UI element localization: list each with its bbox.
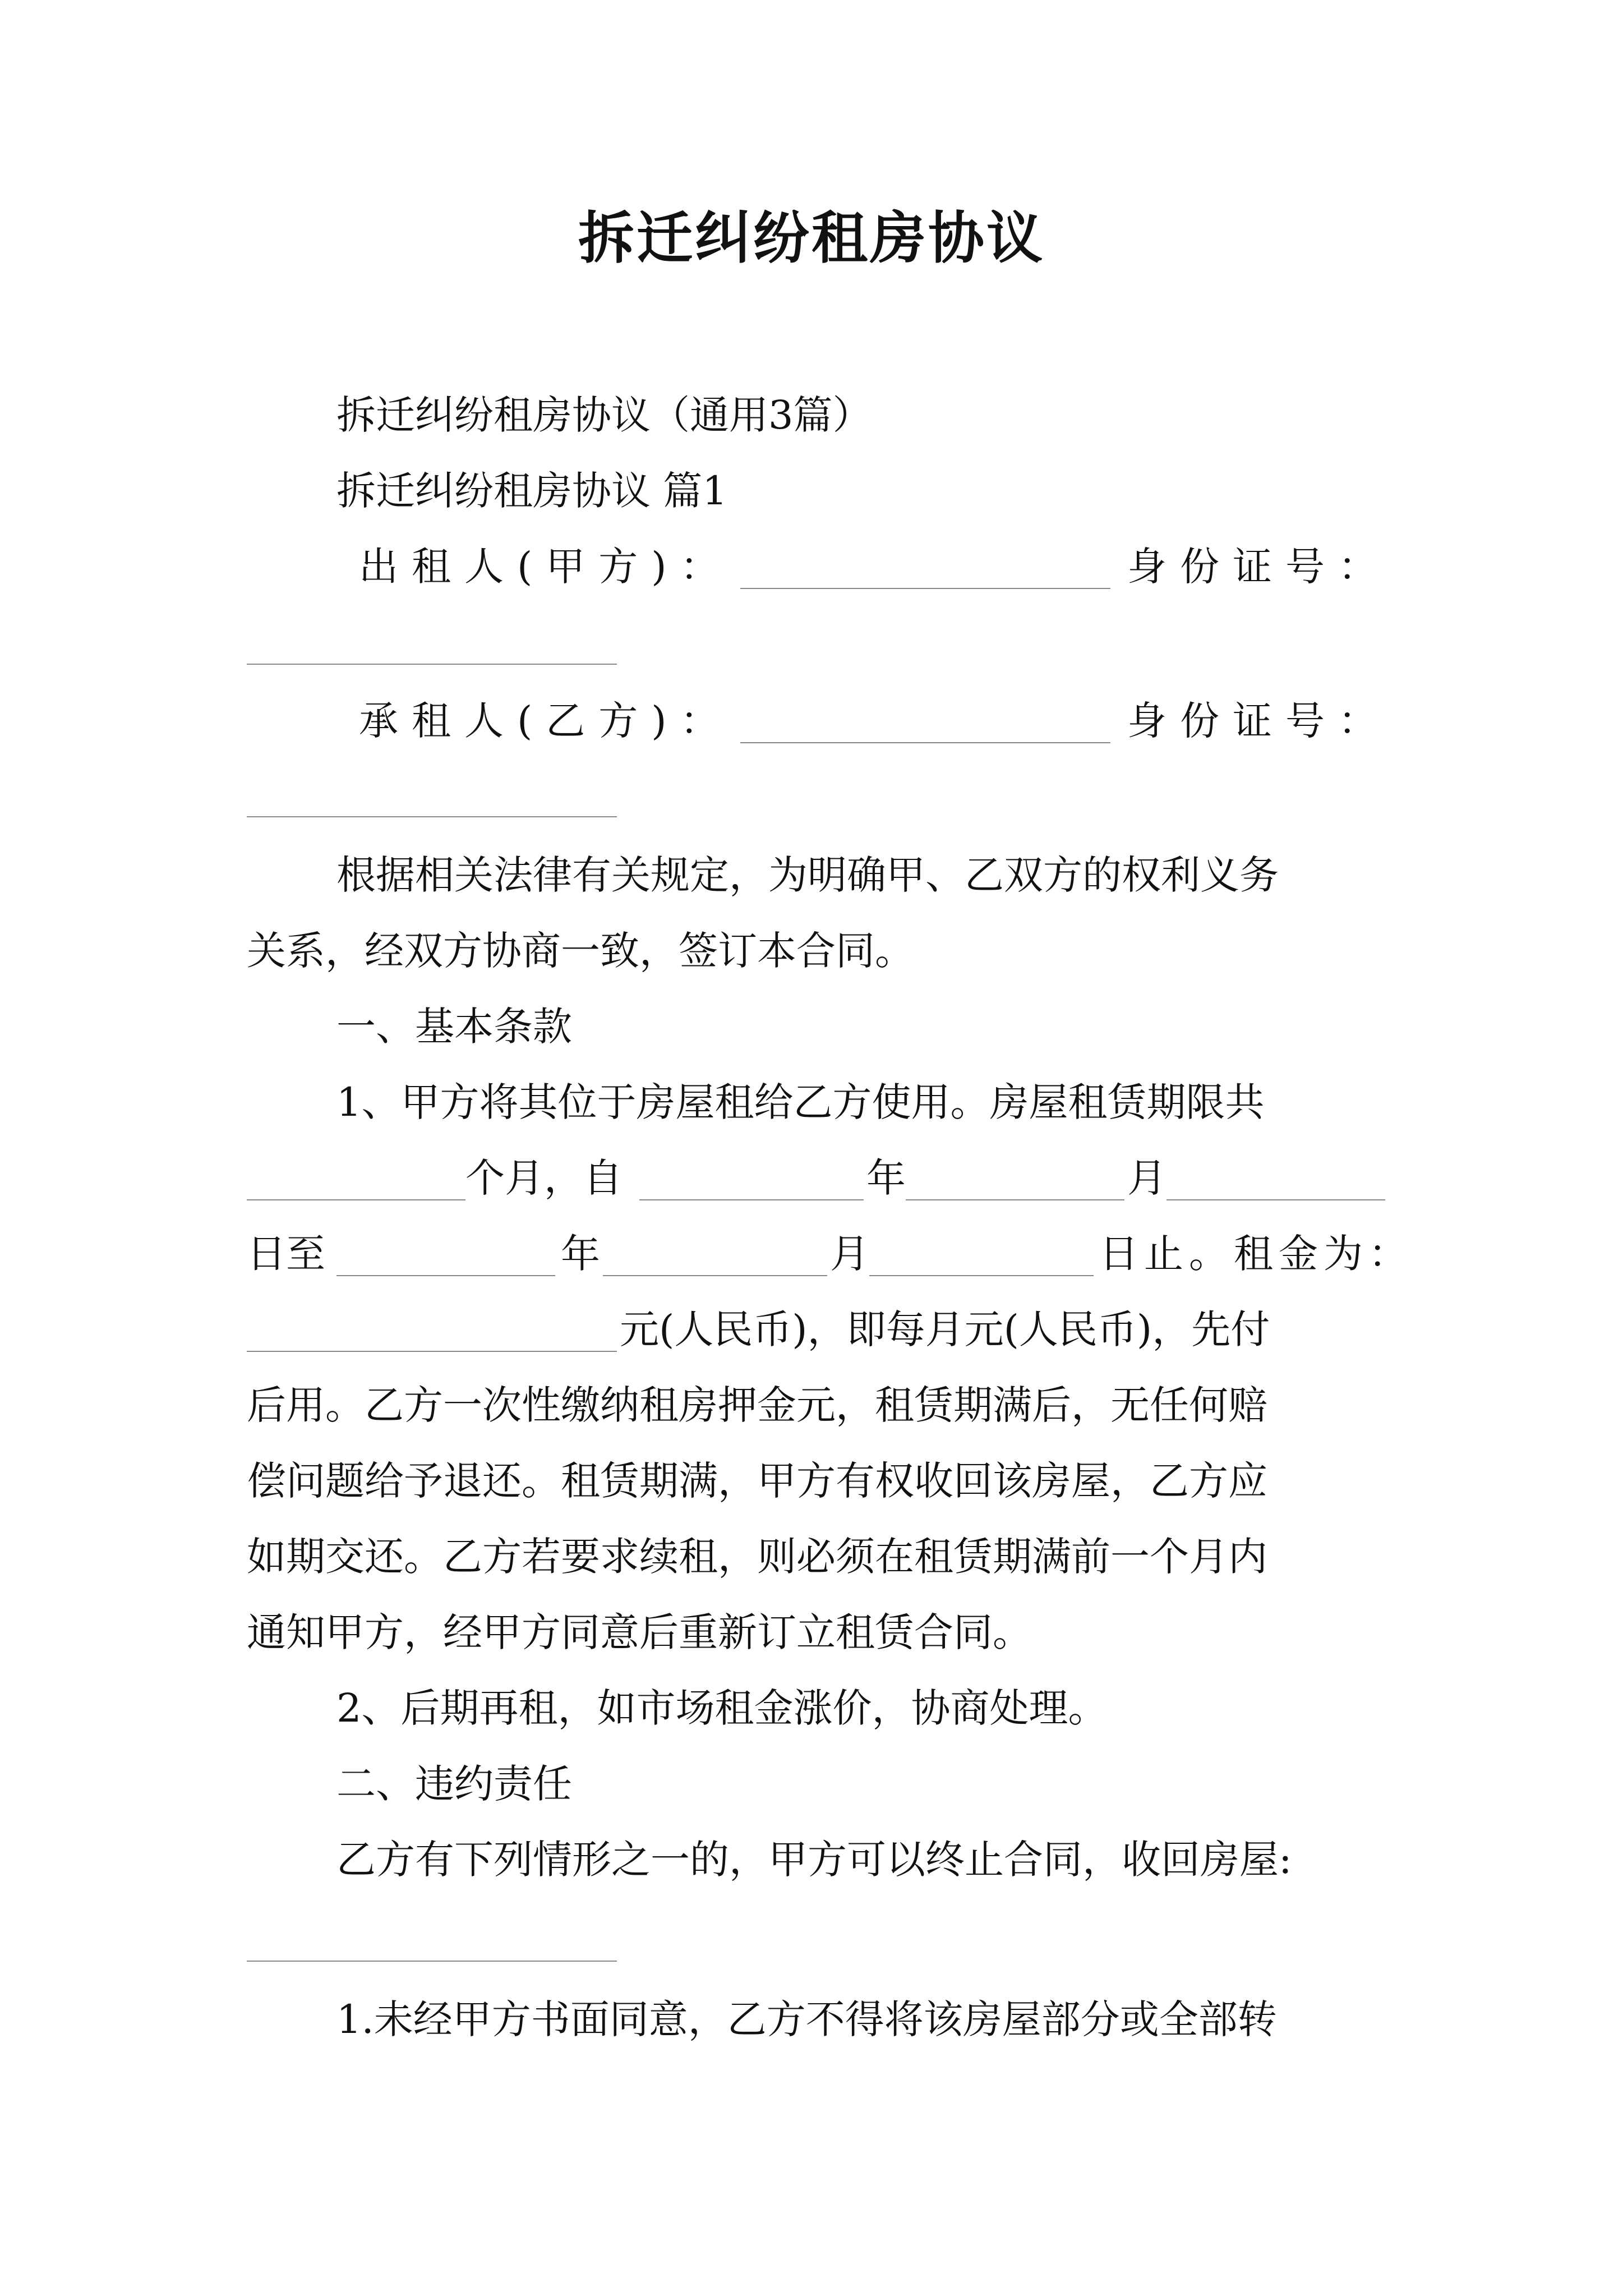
party-a-name-blank [740, 588, 1110, 589]
document-title: 拆迁纠纷租房协议 [578, 205, 1045, 271]
start-year-blank [639, 1199, 864, 1200]
party-b-label: 承租人(乙方)： [359, 698, 733, 744]
clause-1-months-label: 个月，自 [465, 1155, 623, 1201]
party-a-id-blank [247, 664, 617, 665]
clause-1-rent-label: 日止。租金为： [1099, 1231, 1413, 1277]
part-heading: 拆迁纠纷租房协议 篇1 [336, 468, 727, 514]
end-day-blank [869, 1275, 1094, 1276]
item-1: 1.未经甲方书面同意，乙方不得将该房屋部分或全部转 [336, 1996, 1277, 2042]
intro-line-2: 关系，经双方协商一致，签订本合同。 [247, 928, 914, 974]
section-2-blank [247, 1961, 617, 1962]
section-2-heading: 二、违约责任 [336, 1761, 572, 1807]
end-year-blank [336, 1275, 555, 1276]
clause-1-line-4: 元(人民币)，即每月元(人民币)，先付 [620, 1306, 1270, 1352]
start-day-blank [1166, 1199, 1385, 1200]
section-1-heading: 一、基本条款 [336, 1004, 572, 1050]
clause-1-end-month-label: 月 [830, 1231, 869, 1277]
party-b-id-blank [247, 816, 617, 817]
clause-1-month-label: 月 [1127, 1155, 1166, 1201]
party-b-id-label: 身份证号： [1127, 698, 1391, 744]
party-a-label: 出租人(甲方)： [359, 544, 733, 590]
intro-line-1: 根据相关法律有关规定，为明确甲、乙双方的权利义务 [336, 852, 1279, 898]
clause-1-day-to-label: 日至 [247, 1231, 325, 1277]
clause-1-line-5: 后用。乙方一次性缴纳租房押金元，租赁期满后，无任何赔 [247, 1382, 1267, 1428]
clause-1-year-label: 年 [866, 1155, 906, 1201]
clause-1-line-1: 1、甲方将其位于房屋租给乙方使用。房屋租赁期限共 [336, 1079, 1265, 1125]
section-2-intro: 乙方有下列情形之一的，甲方可以终止合同，收回房屋: [336, 1837, 1292, 1883]
clause-1-line-8: 通知甲方，经甲方同意后重新订立租赁合同。 [247, 1609, 1032, 1655]
party-a-id-label: 身份证号： [1127, 544, 1391, 590]
clause-1-line-7: 如期交还。乙方若要求续租，则必须在租赁期满前一个月内 [247, 1534, 1267, 1580]
start-month-blank [906, 1199, 1124, 1200]
end-month-blank [603, 1275, 827, 1276]
party-b-name-blank [740, 742, 1110, 743]
term-months-blank [247, 1199, 465, 1200]
subtitle: 拆迁纠纷租房协议（通用3篇） [336, 392, 872, 438]
clause-2: 2、后期再租，如市场租金涨价，协商处理。 [336, 1685, 1108, 1731]
clause-1-line-6: 偿问题给予退还。租赁期满，甲方有权收回该房屋，乙方应 [247, 1458, 1267, 1504]
clause-1-end-year-label: 年 [561, 1231, 600, 1277]
rent-amount-blank [247, 1351, 617, 1352]
